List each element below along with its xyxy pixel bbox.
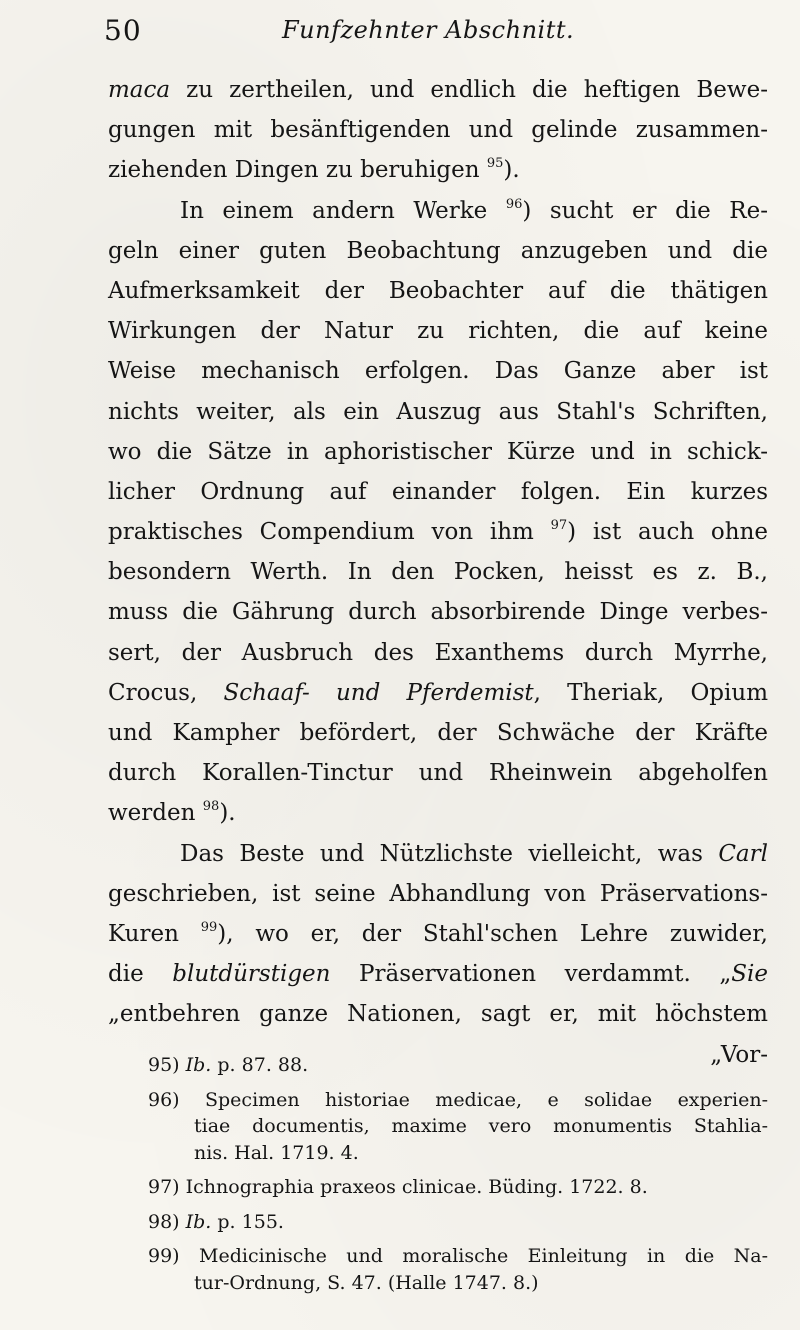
text-line: nichts weiter, als ein Auszug aus Stahl's Schriften, (108, 398, 768, 425)
text-line: gungen mit besänftigenden und gelinde zusammen- (108, 117, 768, 144)
text-line: In einem andern Werke $^{96}$) sucht er die Re- (180, 196, 768, 224)
italic-word: blutdürstigen (172, 961, 331, 988)
running-head: Funfzehnter Abschnitt. (282, 16, 575, 44)
text-line: muss die Gährung durch absorbirende Dinge verbes- (108, 599, 768, 626)
text-line: wo die Sätze in aphoristischer Kürze und in schick- (108, 438, 768, 465)
catchword: „Vor- (710, 1041, 768, 1068)
text-line: Kuren $^{99}$), wo er, der Stahl'schen Lehre zuwider, (108, 919, 768, 947)
footnotes (148, 1052, 768, 1296)
footnote-95: 95) Ib. p. 87. 88. (148, 1054, 309, 1076)
text-line: licher Ordnung auf einander folgen. Ein kurzes (108, 478, 768, 505)
footnote-97: 97) Ichnographia praxeos clinicae. Büding. 1722. 8. (148, 1176, 648, 1198)
text-line: werden $^{98}$). (108, 799, 236, 827)
footnote-marker: 99 (200, 919, 218, 935)
text-line: geschrieben, ist seine Abhandlung von Präservations- (108, 880, 768, 907)
text-line: besondern Werth. In den Pocken, heisst es z. B., (108, 559, 768, 586)
footnote-96: 96) Specimen historiae medicae, e solidae experien- (148, 1088, 768, 1111)
page-number: 50 (104, 14, 142, 47)
text-line: praktisches Compendium von ihm $^{97}$) ist auch ohne (108, 518, 768, 546)
text-line: sert, der Ausbruch des Exanthems durch Myrrhe, (108, 639, 768, 666)
text-line: Aufmerksamkeit der Beobachter auf die thätigen (108, 277, 768, 304)
text-line: Weise mechanisch erfolgen. Das Ganze aber ist (108, 358, 768, 385)
footnote-marker: 96 (505, 196, 523, 212)
footnote-98: 98) Ib. p. 155. (148, 1210, 284, 1233)
italic-name: Carl (718, 840, 768, 867)
text-line: ziehenden Dingen zu beruhigen $^{95}$). (108, 156, 520, 184)
footnote-99: 99) Medicinische und moralische Einleitung in die Na- (148, 1245, 768, 1267)
text-line: Crocus, Schaaf- und Pferdemist, Theriak, Opium (108, 679, 769, 706)
italic-word: Sie (731, 961, 768, 988)
text-line: die blutdürstigen Präservationen verdammt. „Sie (108, 961, 768, 988)
text-line: Das Beste und Nützlichste vielleicht, was Carl (180, 840, 768, 867)
page-header (104, 14, 760, 54)
footnote-marker: 97 (550, 518, 568, 534)
text-line: und Kampher befördert, der Schwäche der Kräfte (108, 720, 768, 746)
footnote-marker: 98 (202, 799, 220, 815)
italic-word: maca (108, 77, 171, 103)
main-text (108, 70, 768, 1075)
footnote-marker: 95 (486, 156, 504, 172)
footnote-99-cont: tur-Ordnung, S. 47. (Halle 1747. 8.) (194, 1271, 539, 1294)
text-line: maca zu zertheilen, und endlich die heftigen Bewe- (108, 77, 768, 103)
footnote-96-cont: nis. Hal. 1719. 4. (194, 1141, 359, 1164)
text-line: „entbehren ganze Nationen, sagt er, mit höchstem (108, 1001, 768, 1028)
text-line: geln einer guten Beobachtung anzugeben und die (108, 237, 768, 264)
text-line: Wirkungen der Natur zu richten, die auf keine (108, 318, 768, 345)
text-line: durch Korallen-Tinctur und Rheinwein abgeholfen (108, 760, 768, 787)
italic-phrase: Schaaf- und Pferdemist (223, 679, 534, 706)
footnote-96-cont: tiae documentis, maxime vero monumentis Stahlia- (194, 1115, 768, 1137)
